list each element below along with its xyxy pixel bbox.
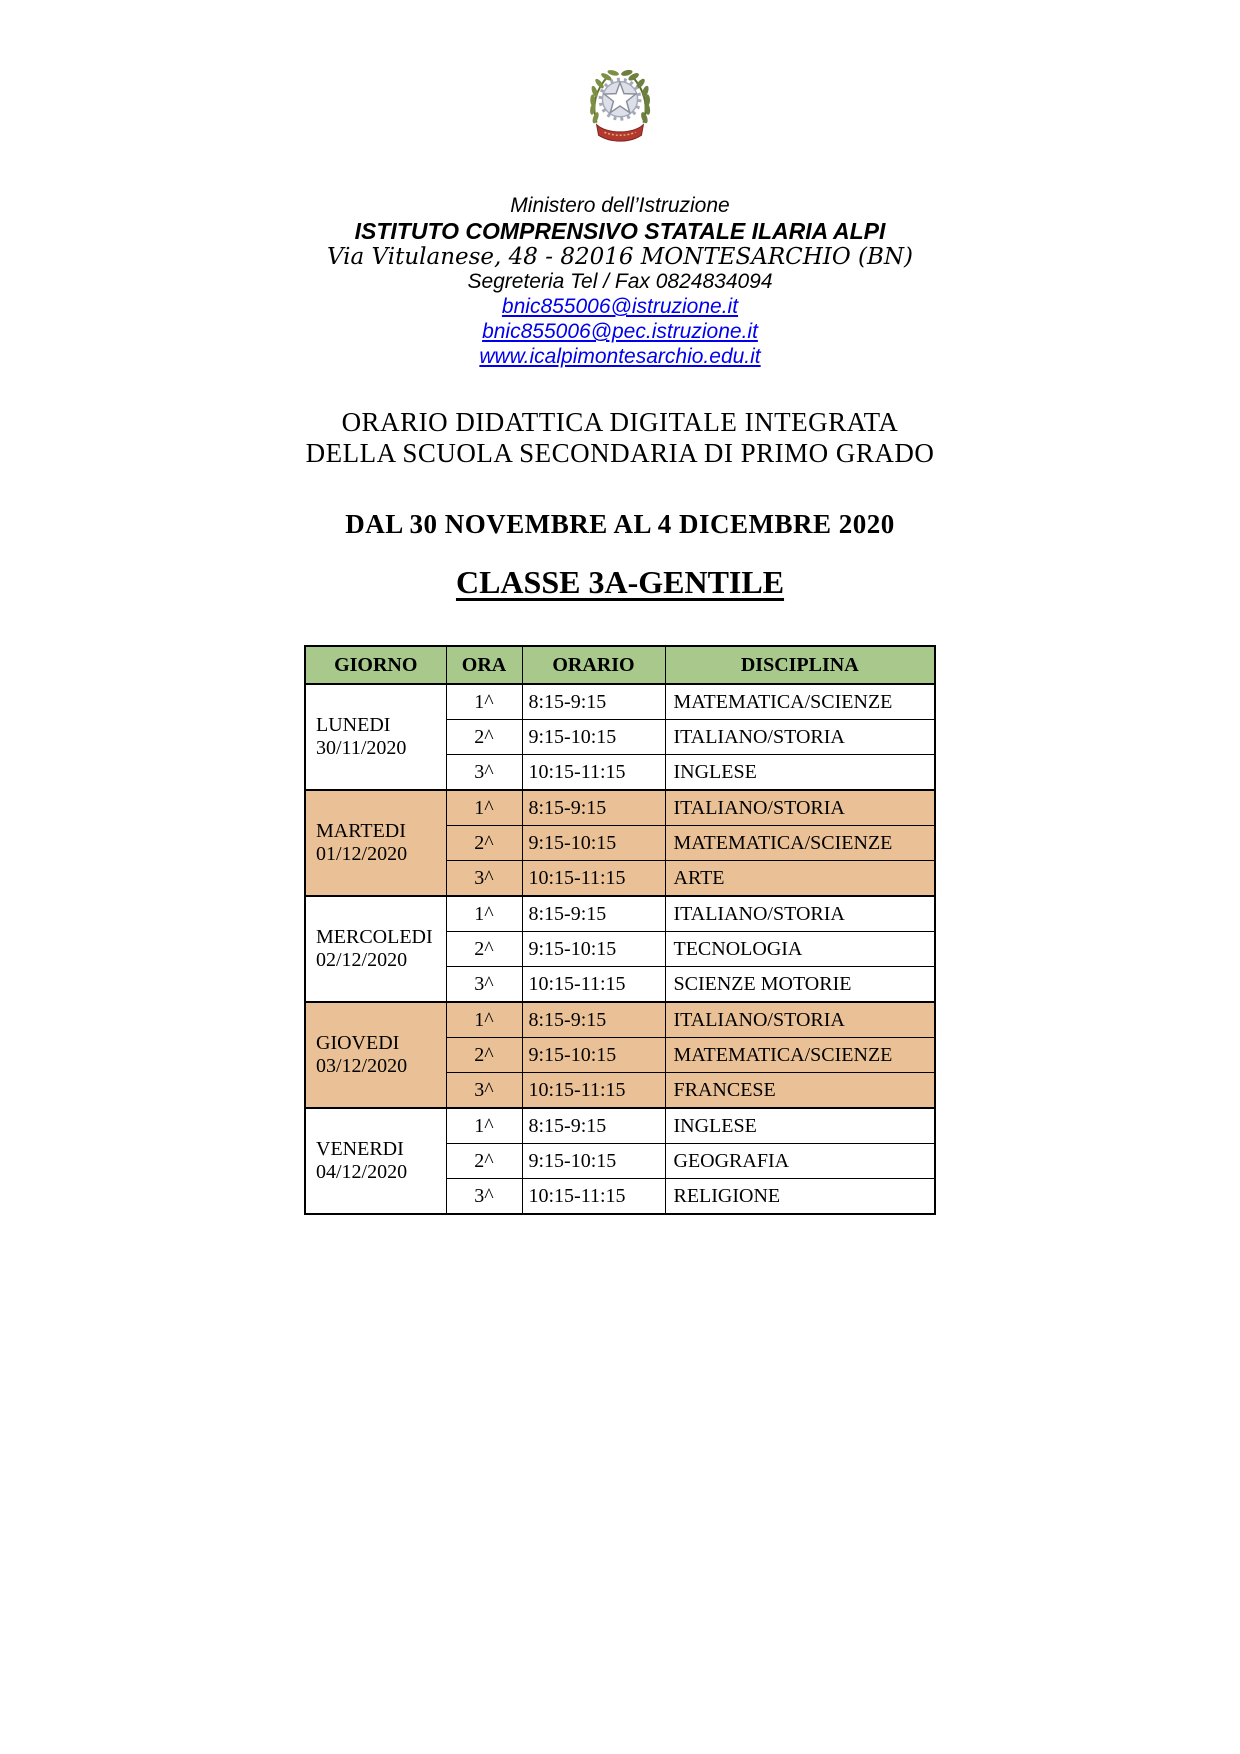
- col-header-giorno: GIORNO: [305, 646, 446, 684]
- day-cell: [305, 1108, 446, 1214]
- ministry-name: Ministero dell’Istruzione: [510, 194, 730, 217]
- disciplina-cell: ITALIANO/STORIA: [665, 896, 935, 932]
- disciplina-cell: SCIENZE MOTORIE: [665, 967, 935, 1003]
- ora-cell: 3^: [446, 755, 522, 791]
- ora-cell: 1^: [446, 1002, 522, 1038]
- day-cell: [305, 790, 446, 896]
- document-title: [0, 407, 1240, 469]
- orario-cell: 8:15-9:15: [522, 1108, 665, 1144]
- disciplina-cell: MATEMATICA/SCIENZE: [665, 1038, 935, 1073]
- col-header-disciplina: DISCIPLINA: [665, 646, 935, 684]
- disciplina-cell: GEOGRAFIA: [665, 1144, 935, 1179]
- day-cell: [305, 896, 446, 1002]
- disciplina-cell: RELIGIONE: [665, 1179, 935, 1215]
- orario-cell: 9:15-10:15: [522, 1144, 665, 1179]
- disciplina-cell: ITALIANO/STORIA: [665, 790, 935, 826]
- schedule-table-body: [305, 684, 935, 1214]
- italy-emblem-icon: [581, 64, 659, 150]
- document-title-line2: DELLA SCUOLA SECONDARIA DI PRIMO GRADO: [305, 438, 935, 468]
- ora-cell: 2^: [446, 826, 522, 861]
- ora-cell: 2^: [446, 1144, 522, 1179]
- day-cell: [305, 1002, 446, 1108]
- day-name: MARTEDI: [316, 820, 406, 842]
- ora-cell: 1^: [446, 790, 522, 826]
- orario-cell: 10:15-11:15: [522, 755, 665, 791]
- email-link-primary[interactable]: bnic855006@istruzione.it: [501, 295, 739, 318]
- disciplina-cell: INGLESE: [665, 755, 935, 791]
- disciplina-cell: INGLESE: [665, 1108, 935, 1144]
- ora-cell: 2^: [446, 720, 522, 755]
- orario-cell: 9:15-10:15: [522, 720, 665, 755]
- orario-cell: 8:15-9:15: [522, 1002, 665, 1038]
- table-row: [305, 1108, 935, 1144]
- orario-cell: 8:15-9:15: [522, 684, 665, 720]
- disciplina-cell: ARTE: [665, 861, 935, 897]
- schedule-table: [304, 645, 936, 1215]
- orario-cell: 10:15-11:15: [522, 1179, 665, 1215]
- day-cell: [305, 684, 446, 790]
- day-date: 02/12/2020: [316, 949, 408, 971]
- col-header-ora: ORA: [446, 646, 522, 684]
- col-header-orario: ORARIO: [522, 646, 665, 684]
- disciplina-cell: TECNOLOGIA: [665, 932, 935, 967]
- disciplina-cell: ITALIANO/STORIA: [665, 1002, 935, 1038]
- schedule-table-header: [305, 646, 935, 684]
- disciplina-cell: ITALIANO/STORIA: [665, 720, 935, 755]
- table-row: [305, 896, 935, 932]
- orario-cell: 9:15-10:15: [522, 932, 665, 967]
- ora-cell: 2^: [446, 1038, 522, 1073]
- table-row: [305, 1002, 935, 1038]
- table-row: [305, 790, 935, 826]
- table-row: [305, 684, 935, 720]
- ora-cell: 1^: [446, 896, 522, 932]
- orario-cell: 9:15-10:15: [522, 1038, 665, 1073]
- day-name: LUNEDI: [316, 714, 391, 736]
- period-title: DAL 30 NOVEMBRE AL 4 DICEMBRE 2020: [345, 509, 895, 539]
- orario-cell: 8:15-9:15: [522, 790, 665, 826]
- ora-cell: 1^: [446, 1108, 522, 1144]
- document-title-line1: ORARIO DIDATTICA DIGITALE INTEGRATA: [341, 407, 899, 437]
- day-name: VENERDI: [316, 1138, 404, 1160]
- ora-cell: 3^: [446, 1179, 522, 1215]
- ora-cell: 3^: [446, 861, 522, 897]
- institution-header: [0, 194, 1240, 369]
- website-link[interactable]: www.icalpimontesarchio.edu.it: [479, 345, 761, 368]
- ora-cell: 3^: [446, 967, 522, 1003]
- class-title-text: CLASSE 3A-GENTILE: [455, 564, 785, 600]
- disciplina-cell: MATEMATICA/SCIENZE: [665, 826, 935, 861]
- ora-cell: 1^: [446, 684, 522, 720]
- orario-cell: 10:15-11:15: [522, 967, 665, 1003]
- orario-cell: 10:15-11:15: [522, 861, 665, 897]
- email-link-pec[interactable]: bnic855006@pec.istruzione.it: [482, 320, 758, 343]
- disciplina-cell: MATEMATICA/SCIENZE: [665, 684, 935, 720]
- day-date: 30/11/2020: [316, 737, 407, 759]
- day-name: MERCOLEDI: [316, 926, 433, 948]
- institute-address: Via Vitulanese, 48 - 82016 MONTESARCHIO (BN): [326, 244, 914, 270]
- orario-cell: 9:15-10:15: [522, 826, 665, 861]
- day-date: 03/12/2020: [316, 1055, 408, 1077]
- day-date: 01/12/2020: [316, 843, 408, 865]
- class-title: [0, 564, 1240, 601]
- orario-cell: 8:15-9:15: [522, 896, 665, 932]
- ora-cell: 3^: [446, 1073, 522, 1109]
- disciplina-cell: FRANCESE: [665, 1073, 935, 1109]
- day-name: GIOVEDI: [316, 1032, 400, 1054]
- phone-fax-line: Segreteria Tel / Fax 0824834094: [467, 270, 773, 293]
- orario-cell: 10:15-11:15: [522, 1073, 665, 1109]
- day-date: 04/12/2020: [316, 1161, 408, 1183]
- institute-name: ISTITUTO COMPRENSIVO STATALE ILARIA ALPI: [354, 218, 886, 244]
- ora-cell: 2^: [446, 932, 522, 967]
